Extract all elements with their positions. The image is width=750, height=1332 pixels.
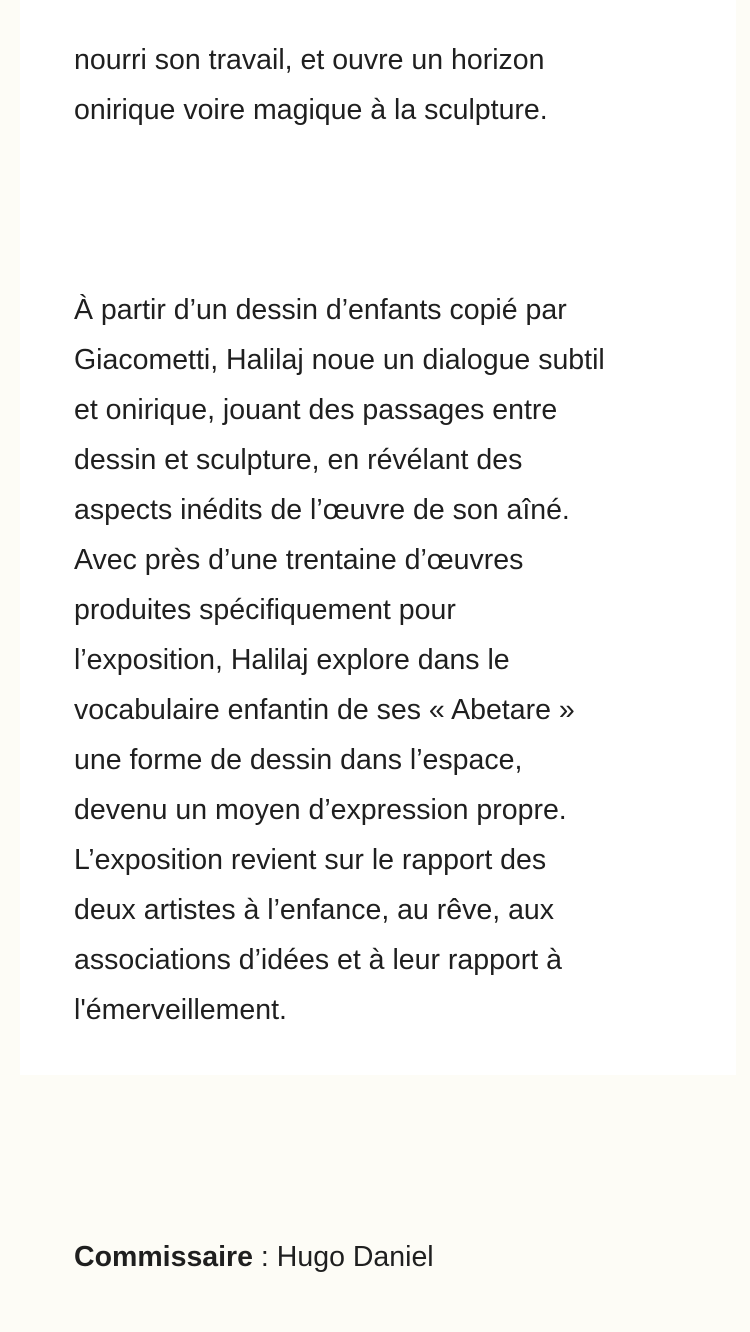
curator-line (74, 1232, 694, 1282)
curator-separator: : (253, 1241, 277, 1273)
article-page (20, 0, 736, 1273)
paragraph-intro-end: nourri son travail, et ouvre un horizon onirique voire magique à la sculpture. (74, 44, 548, 126)
curator-label: Commissaire (74, 1241, 254, 1273)
curator-name: Hugo Daniel (276, 1241, 434, 1273)
section-spacer (74, 1085, 694, 1182)
paragraph-exhibition-description: À partir d’un dessin d’enfants copié par Giacometti, Halilaj noue un dialogue subtil et onirique, jouant des passages entre dessin et sculpture, en révélant des aspects inédits de l’œuvre de son aîné. Avec près d’une trentaine d’œuvres produites spécifiquement pour l’exposition, Halilaj explore dans le vocabulaire enfantin de ses « Abetare » une forme de dessin dans l’espace, devenu un moyen d’expression propre. L’exposition revient sur le rapport des deux artistes à l’enfance, au rêve, aux associations d’idées et à leur rapport à l'émerveillement. (74, 294, 605, 1026)
paragraph-spacer (74, 185, 694, 235)
article-body (74, 0, 694, 1332)
